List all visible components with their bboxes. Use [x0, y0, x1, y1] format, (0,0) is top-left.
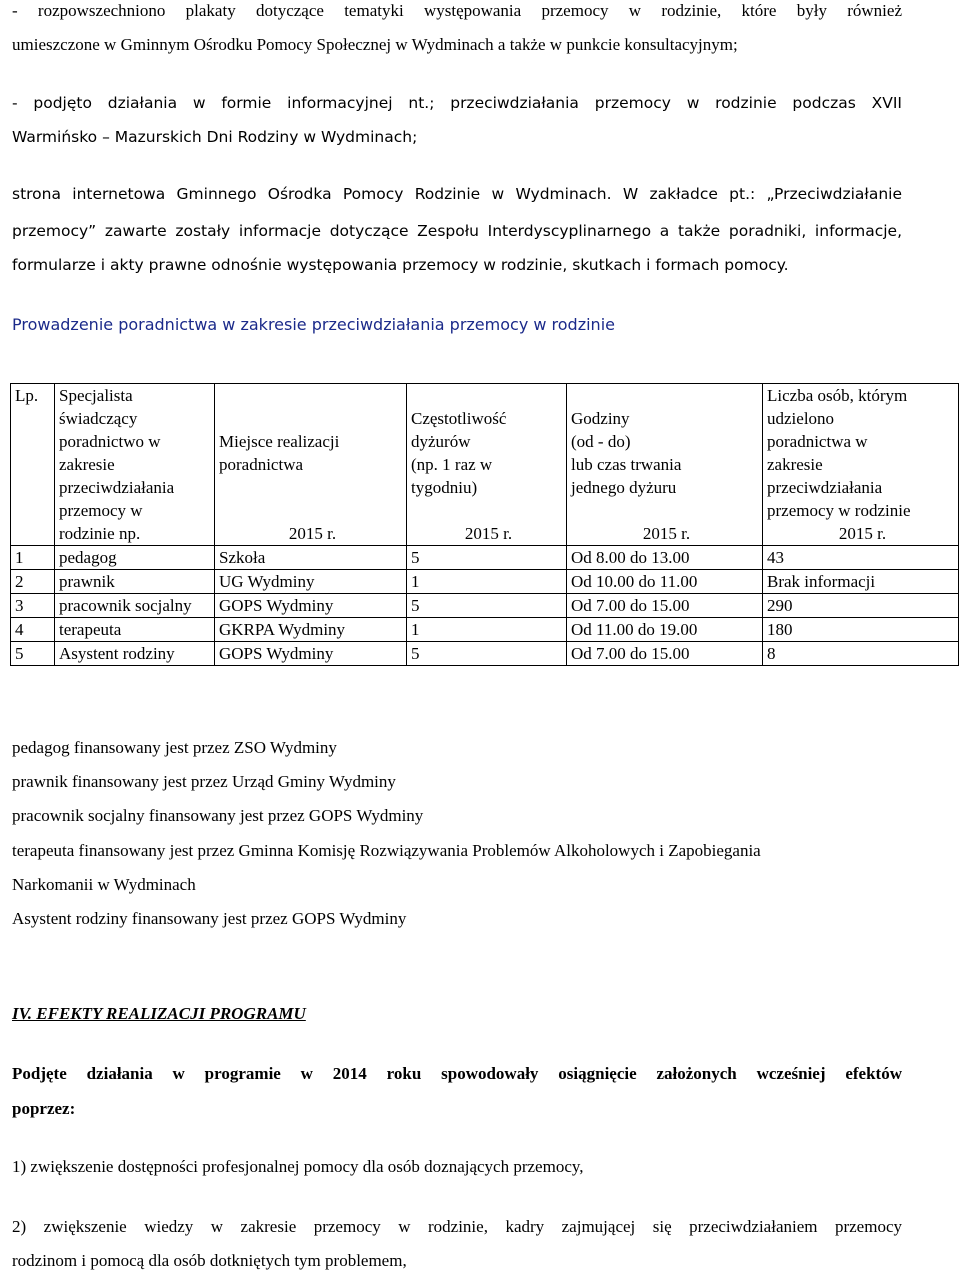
year-cell: [763, 522, 959, 546]
effect-item-1: 1) zwiększenie dostępności profesjonalnej pomocy dla osób doznających przemocy,: [12, 1157, 584, 1176]
header-spec-line: świadczący: [59, 409, 138, 428]
row-hours: Od 8.00 do 13.00: [567, 546, 763, 570]
row-frequency: 5: [407, 546, 567, 570]
funding-line-3: pracownik socjalny finansowany jest przez GOPS Wydminy: [12, 806, 424, 825]
effect-item-2-line-1: 2) zwiększenie wiedzy w zakresie przemocy w rodzinie, kadry zajmującej się przeciwdziałaniem przemocy: [12, 1217, 902, 1236]
row-specialist: pedagog: [55, 546, 215, 570]
row-count: Brak informacji: [763, 570, 959, 594]
row-lp: 4: [11, 618, 55, 642]
header-hours: [567, 384, 763, 523]
intro-line-2: umieszczone w Gminnym Ośrodku Pomocy Społecznej w Wydminach a także w punkcie konsultacyjnym;: [12, 35, 738, 54]
row-frequency: 1: [407, 570, 567, 594]
header-people-count: [763, 384, 959, 523]
intro-line-5: strona internetowa Gminnego Ośrodka Pomocy Rodzinie w Wydminach. W zakładce pt.: „Przeciwdziałanie: [12, 185, 902, 203]
row-frequency: 5: [407, 642, 567, 666]
year-cell-empty: [11, 522, 55, 546]
row-count: 290: [763, 594, 959, 618]
header-specialist: [55, 384, 215, 523]
table-row: [11, 546, 959, 570]
row-specialist: prawnik: [55, 570, 215, 594]
row-lp: 1: [11, 546, 55, 570]
header-count-line: udzielono: [767, 409, 835, 428]
row-location: GOPS Wydminy: [215, 594, 407, 618]
row-frequency: 1: [407, 618, 567, 642]
intro-line-7: formularze i akty prawne odnośnie występowania przemocy w rodzinie, skutkach i formach pomocy.: [12, 256, 789, 274]
header-frequency-line: tygodniu): [411, 478, 478, 497]
year-cell: [567, 522, 763, 546]
header-spec-line: Specjalista: [59, 386, 133, 405]
row-hours: Od 10.00 do 11.00: [567, 570, 763, 594]
section-iv-bold-line-2: poprzez:: [12, 1099, 76, 1118]
row-count: 8: [763, 642, 959, 666]
effect-item-2-line-2: rodzinom i pomocą dla osób dotkniętych tym problemem,: [12, 1251, 407, 1270]
header-hours-line: lub czas trwania: [571, 455, 682, 474]
row-lp: 3: [11, 594, 55, 618]
row-hours: Od 7.00 do 15.00: [567, 594, 763, 618]
row-lp: 2: [11, 570, 55, 594]
funding-line-1: pedagog finansowany jest przez ZSO Wydminy: [12, 738, 337, 757]
table-year-row: [11, 522, 959, 546]
row-frequency: 5: [407, 594, 567, 618]
row-lp: 5: [11, 642, 55, 666]
header-hours-line: (od - do): [571, 432, 631, 451]
row-hours: Od 7.00 do 15.00: [567, 642, 763, 666]
row-location: GKRPA Wydminy: [215, 618, 407, 642]
table-header-row: [11, 384, 959, 523]
header-count-line: przemocy w rodzinie: [767, 501, 911, 520]
header-hours-line: Godziny: [571, 409, 630, 428]
header-frequency-line: Częstotliwość: [411, 409, 507, 428]
header-count-line: zakresie: [767, 455, 823, 474]
intro-line-3: - podjęto działania w formie informacyjnej nt.; przeciwdziałania przemocy w rodzinie podczas XVII: [12, 94, 902, 112]
header-spec-line: zakresie: [59, 455, 115, 474]
header-hours-line: jednego dyżuru: [571, 478, 677, 497]
year-cell: [407, 522, 567, 546]
row-location: Szkoła: [215, 546, 407, 570]
header-count-line: poradnictwa w: [767, 432, 868, 451]
header-lp: Lp.: [11, 384, 55, 523]
row-specialist: terapeuta: [55, 618, 215, 642]
row-location: UG Wydminy: [215, 570, 407, 594]
intro-line-4: Warmińsko – Mazurskich Dni Rodziny w Wydminach;: [12, 128, 418, 146]
header-frequency: [407, 384, 567, 523]
row-hours: Od 11.00 do 19.00: [567, 618, 763, 642]
intro-line-6: przemocy” zawarte zostały informacje dotyczące Zespołu Interdyscyplinarnego a także poradniki, informacje,: [12, 222, 902, 240]
table-row: [11, 594, 959, 618]
header-location-line: Miejsce realizacji: [219, 432, 340, 451]
row-location: GOPS Wydminy: [215, 642, 407, 666]
year-label: 2015 r.: [642, 524, 691, 543]
header-spec-line: przemocy w: [59, 501, 143, 520]
header-spec-line: poradnictwo w: [59, 432, 161, 451]
counseling-table: [10, 383, 959, 666]
intro-line-1: - rozpowszechniono plakaty dotyczące tematyki występowania przemocy w rodzinie, które były również: [12, 1, 902, 20]
header-spec-line: przeciwdziałania: [59, 478, 175, 497]
section-iv-title: IV. EFEKTY REALIZACJI PROGRAMU: [12, 1004, 306, 1023]
row-count: 43: [763, 546, 959, 570]
year-label: 2015 r.: [838, 524, 887, 543]
table-row: [11, 618, 959, 642]
section-iv-bold-line-1: Podjęte działania w programie w 2014 roku spowodowały osiągnięcie założonych wcześniej efektów: [12, 1064, 902, 1083]
year-cell: [215, 522, 407, 546]
header-frequency-line: dyżurów: [411, 432, 471, 451]
header-count-line: przeciwdziałania: [767, 478, 883, 497]
table-row: [11, 570, 959, 594]
row-specialist: Asystent rodziny: [55, 642, 215, 666]
header-frequency-line: (np. 1 raz w: [411, 455, 493, 474]
year-cell-spec: rodzinie np.: [55, 522, 215, 546]
funding-line-4: terapeuta finansowany jest przez Gminna Komisję Rozwiązywania Problemów Alkoholowych i Zapobiegania: [12, 841, 761, 860]
table-row: [11, 642, 959, 666]
header-location-line: poradnictwa: [219, 455, 304, 474]
section-heading: Prowadzenie poradnictwa w zakresie przeciwdziałania przemocy w rodzinie: [12, 315, 615, 334]
row-count: 180: [763, 618, 959, 642]
funding-line-2: prawnik finansowany jest przez Urząd Gminy Wydminy: [12, 772, 396, 791]
header-count-line: Liczba osób, którym: [767, 386, 908, 405]
year-label: 2015 r.: [464, 524, 513, 543]
funding-line-6: Asystent rodziny finansowany jest przez GOPS Wydminy: [12, 909, 407, 928]
year-label: 2015 r.: [288, 524, 337, 543]
header-location: [215, 384, 407, 523]
row-specialist: pracownik socjalny: [55, 594, 215, 618]
funding-line-5: Narkomanii w Wydminach: [12, 875, 196, 894]
